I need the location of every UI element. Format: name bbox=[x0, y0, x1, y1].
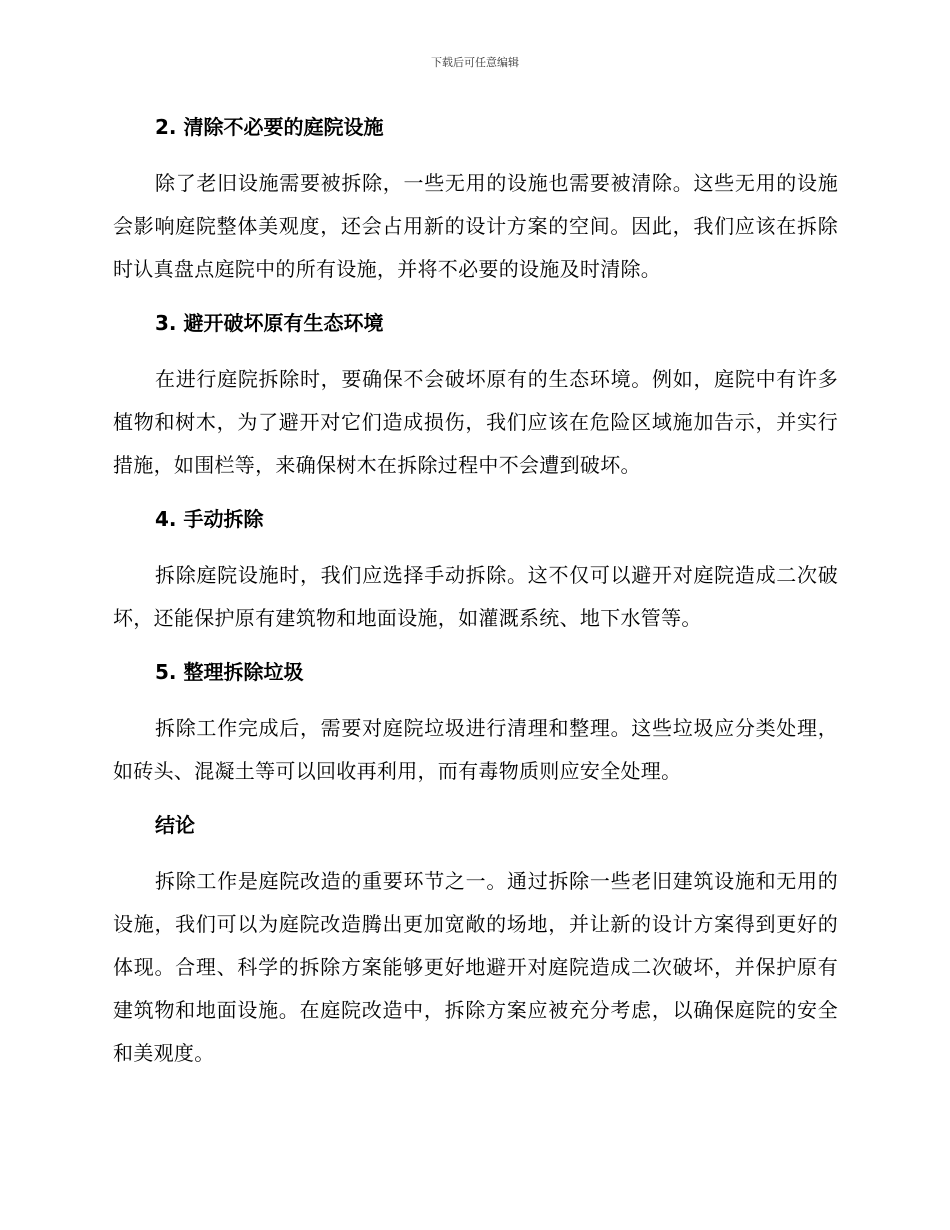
section-manual-demolition bbox=[113, 500, 838, 640]
document-content bbox=[113, 108, 838, 1088]
section-paragraph: 在进行庭院拆除时，要确保不会破坏原有的生态环境。例如，庭院中有许多植物和树木，为了避开对它们造成损伤，我们应该在危险区域施加告示，并实行措施，如围栏等，来确保树木在拆除过程中不会遭到破坏。 bbox=[113, 367, 838, 477]
section-heading: 结论 bbox=[155, 813, 195, 837]
section-conclusion bbox=[113, 806, 838, 1075]
section-sort-debris bbox=[113, 653, 838, 793]
section-paragraph: 拆除工作是庭院改造的重要环节之一。通过拆除一些老旧建筑设施和无用的设施，我们可以为庭院改造腾出更加宽敞的场地，并让新的设计方案得到更好的体现。合理、科学的拆除方案能够更好地避开对庭院造成二次破坏，并保护原有建筑物和地面设施。在庭院改造中，拆除方案应被充分考虑，以确保庭院的安全和美观度。 bbox=[113, 869, 838, 1065]
page-header: 下载后可任意编辑 bbox=[431, 56, 519, 69]
section-protect-ecology bbox=[113, 304, 838, 487]
section-heading: 2. 清除不必要的庭院设施 bbox=[155, 115, 384, 139]
section-paragraph: 拆除庭院设施时，我们应选择手动拆除。这不仅可以避开对庭院造成二次破坏，还能保护原有建筑物和地面设施，如灌溉系统、地下水管等。 bbox=[113, 563, 838, 630]
section-paragraph: 除了老旧设施需要被拆除，一些无用的设施也需要被清除。这些无用的设施会影响庭院整体美观度，还会占用新的设计方案的空间。因此，我们应该在拆除时认真盘点庭院中的所有设施，并将不必要的设施及时清除。 bbox=[113, 171, 838, 281]
section-heading: 4. 手动拆除 bbox=[155, 507, 264, 531]
section-heading: 3. 避开破坏原有生态环境 bbox=[155, 311, 384, 335]
section-paragraph: 拆除工作完成后，需要对庭院垃圾进行清理和整理。这些垃圾应分类处理，如砖头、混凝土等可以回收再利用，而有毒物质则应安全处理。 bbox=[113, 716, 838, 783]
section-clear-facilities bbox=[113, 108, 838, 291]
section-heading: 5. 整理拆除垃圾 bbox=[155, 660, 304, 684]
